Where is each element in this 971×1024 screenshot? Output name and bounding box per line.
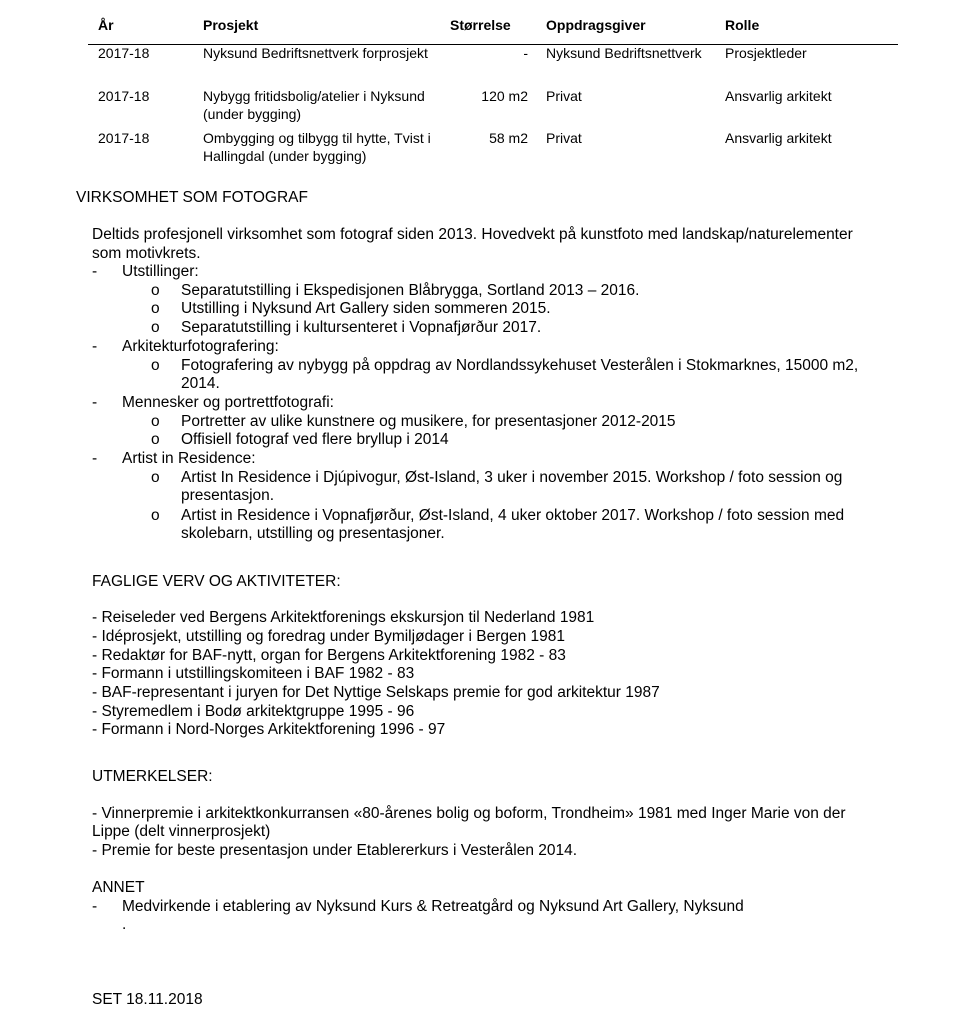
list-item: - Premie for beste presentasjon under Etablererkurs i Vesterålen 2014.: [92, 842, 578, 859]
cell-size: 120 m2: [481, 88, 528, 104]
list-dash: -: [92, 450, 98, 467]
list-item-continuation: skolebarn, utstilling og presentasjoner.: [181, 525, 445, 542]
cell-size: -: [523, 45, 528, 61]
bullet-marker: o: [151, 431, 160, 448]
cell-year: 2017-18: [98, 45, 150, 61]
trailing-dot: .: [122, 916, 127, 933]
bullet-marker: o: [151, 357, 160, 374]
cell-size: 58 m2: [489, 130, 528, 146]
list-item-continuation: 2014.: [181, 375, 220, 392]
cell-role: Ansvarlig arkitekt: [725, 88, 832, 104]
list-item: Portretter av ulike kunstnere og musikere, for presentasjoner 2012-2015: [181, 413, 676, 430]
col-header-role: Rolle: [725, 17, 760, 33]
bullet-marker: o: [151, 469, 160, 486]
list-item: Artist In Residence i Djúpivogur, Øst-Island, 3 uker i november 2015. Workshop / foto session og: [181, 469, 843, 486]
photo-intro-line2: som motivkrets.: [92, 245, 201, 262]
col-header-year: År: [98, 17, 114, 33]
list-item: - Reiseleder ved Bergens Arkitektforenings ekskursjon til Nederland 1981: [92, 609, 595, 626]
faglige-heading: FAGLIGE VERV OG AKTIVITETER:: [92, 573, 341, 590]
col-header-project: Prosjekt: [203, 17, 259, 33]
list-item-continuation: Lippe (delt vinnerprosjekt): [92, 823, 271, 840]
cell-role: Ansvarlig arkitekt: [725, 130, 832, 146]
col-header-client: Oppdragsgiver: [546, 17, 646, 33]
group-label-exhibitions: Utstillinger:: [122, 263, 199, 280]
cell-year: 2017-18: [98, 130, 150, 146]
bullet-marker: o: [151, 319, 160, 336]
list-item: - Redaktør for BAF-nytt, organ for Bergens Arkitektforening 1982 - 83: [92, 647, 566, 664]
col-header-size: Størrelse: [450, 17, 511, 33]
cell-project: Ombygging og tilbygg til hytte, Tvist i: [203, 130, 431, 146]
list-item: Separatutstilling i kultursenteret i Vopnafjørður 2017.: [181, 319, 542, 336]
cell-project-line2: (under bygging): [203, 106, 302, 122]
list-item: - BAF-representant i juryen for Det Nyttige Selskaps premie for god arkitektur 1987: [92, 684, 660, 701]
list-item: - Idéprosjekt, utstilling og foredrag under Bymiljødager i Bergen 1981: [92, 628, 566, 645]
group-label-residence: Artist in Residence:: [122, 450, 256, 467]
cell-client: Privat: [546, 88, 582, 104]
cell-role: Prosjektleder: [725, 45, 807, 61]
list-item: - Formann i utstillingskomiteen i BAF 1982 - 83: [92, 665, 415, 682]
bullet-marker: o: [151, 413, 160, 430]
list-dash: -: [92, 394, 98, 411]
cell-project: Nybygg fritidsbolig/atelier i Nyksund: [203, 88, 425, 104]
cell-year: 2017-18: [98, 88, 150, 104]
photo-heading: VIRKSOMHET SOM FOTOGRAF: [76, 189, 308, 206]
list-item: Separatutstilling i Ekspedisjonen Blåbrygga, Sortland 2013 – 2016.: [181, 282, 640, 299]
list-item: Medvirkende i etablering av Nyksund Kurs & Retreatgård og Nyksund Art Gallery, Nyksund: [122, 898, 744, 915]
list-item: Offisiell fotograf ved flere bryllup i 2014: [181, 431, 449, 448]
annet-heading: ANNET: [92, 879, 145, 896]
group-label-portraits: Mennesker og portrettfotografi:: [122, 394, 334, 411]
list-dash: -: [92, 898, 98, 915]
list-item: - Styremedlem i Bodø arkitektgruppe 1995 - 96: [92, 703, 415, 720]
list-dash: -: [92, 263, 98, 280]
cell-client: Nyksund Bedriftsnettverk: [546, 45, 702, 61]
list-item-continuation: presentasjon.: [181, 487, 275, 504]
list-dash: -: [92, 338, 98, 355]
list-item: Artist in Residence i Vopnafjørður, Øst-Island, 4 uker oktober 2017. Workshop / foto session med: [181, 507, 845, 524]
utmerkelser-heading: UTMERKELSER:: [92, 768, 213, 785]
list-item: Fotografering av nybygg på oppdrag av Nordlandssykehuset Vesterålen i Stokmarknes, 15000 m2,: [181, 357, 859, 374]
list-item: - Vinnerpremie i arkitektkonkurransen «80-årenes bolig og boform, Trondheim» 1981 med Inger Marie von der: [92, 805, 846, 822]
signature-date: SET 18.11.2018: [92, 991, 203, 1008]
list-item: - Formann i Nord-Norges Arkitektforening 1996 - 97: [92, 721, 446, 738]
list-item: Utstilling i Nyksund Art Gallery siden sommeren 2015.: [181, 300, 551, 317]
bullet-marker: o: [151, 300, 160, 317]
bullet-marker: o: [151, 282, 160, 299]
cell-client: Privat: [546, 130, 582, 146]
cell-project-line2: Hallingdal (under bygging): [203, 148, 367, 164]
bullet-marker: o: [151, 507, 160, 524]
photo-intro-line1: Deltids profesjonell virksomhet som fotograf siden 2013. Hovedvekt på kunstfoto med landskap/naturelementer: [92, 226, 853, 243]
cell-project: Nyksund Bedriftsnettverk forprosjekt: [203, 45, 428, 61]
group-label-architecture-photo: Arkitekturfotografering:: [122, 338, 279, 355]
